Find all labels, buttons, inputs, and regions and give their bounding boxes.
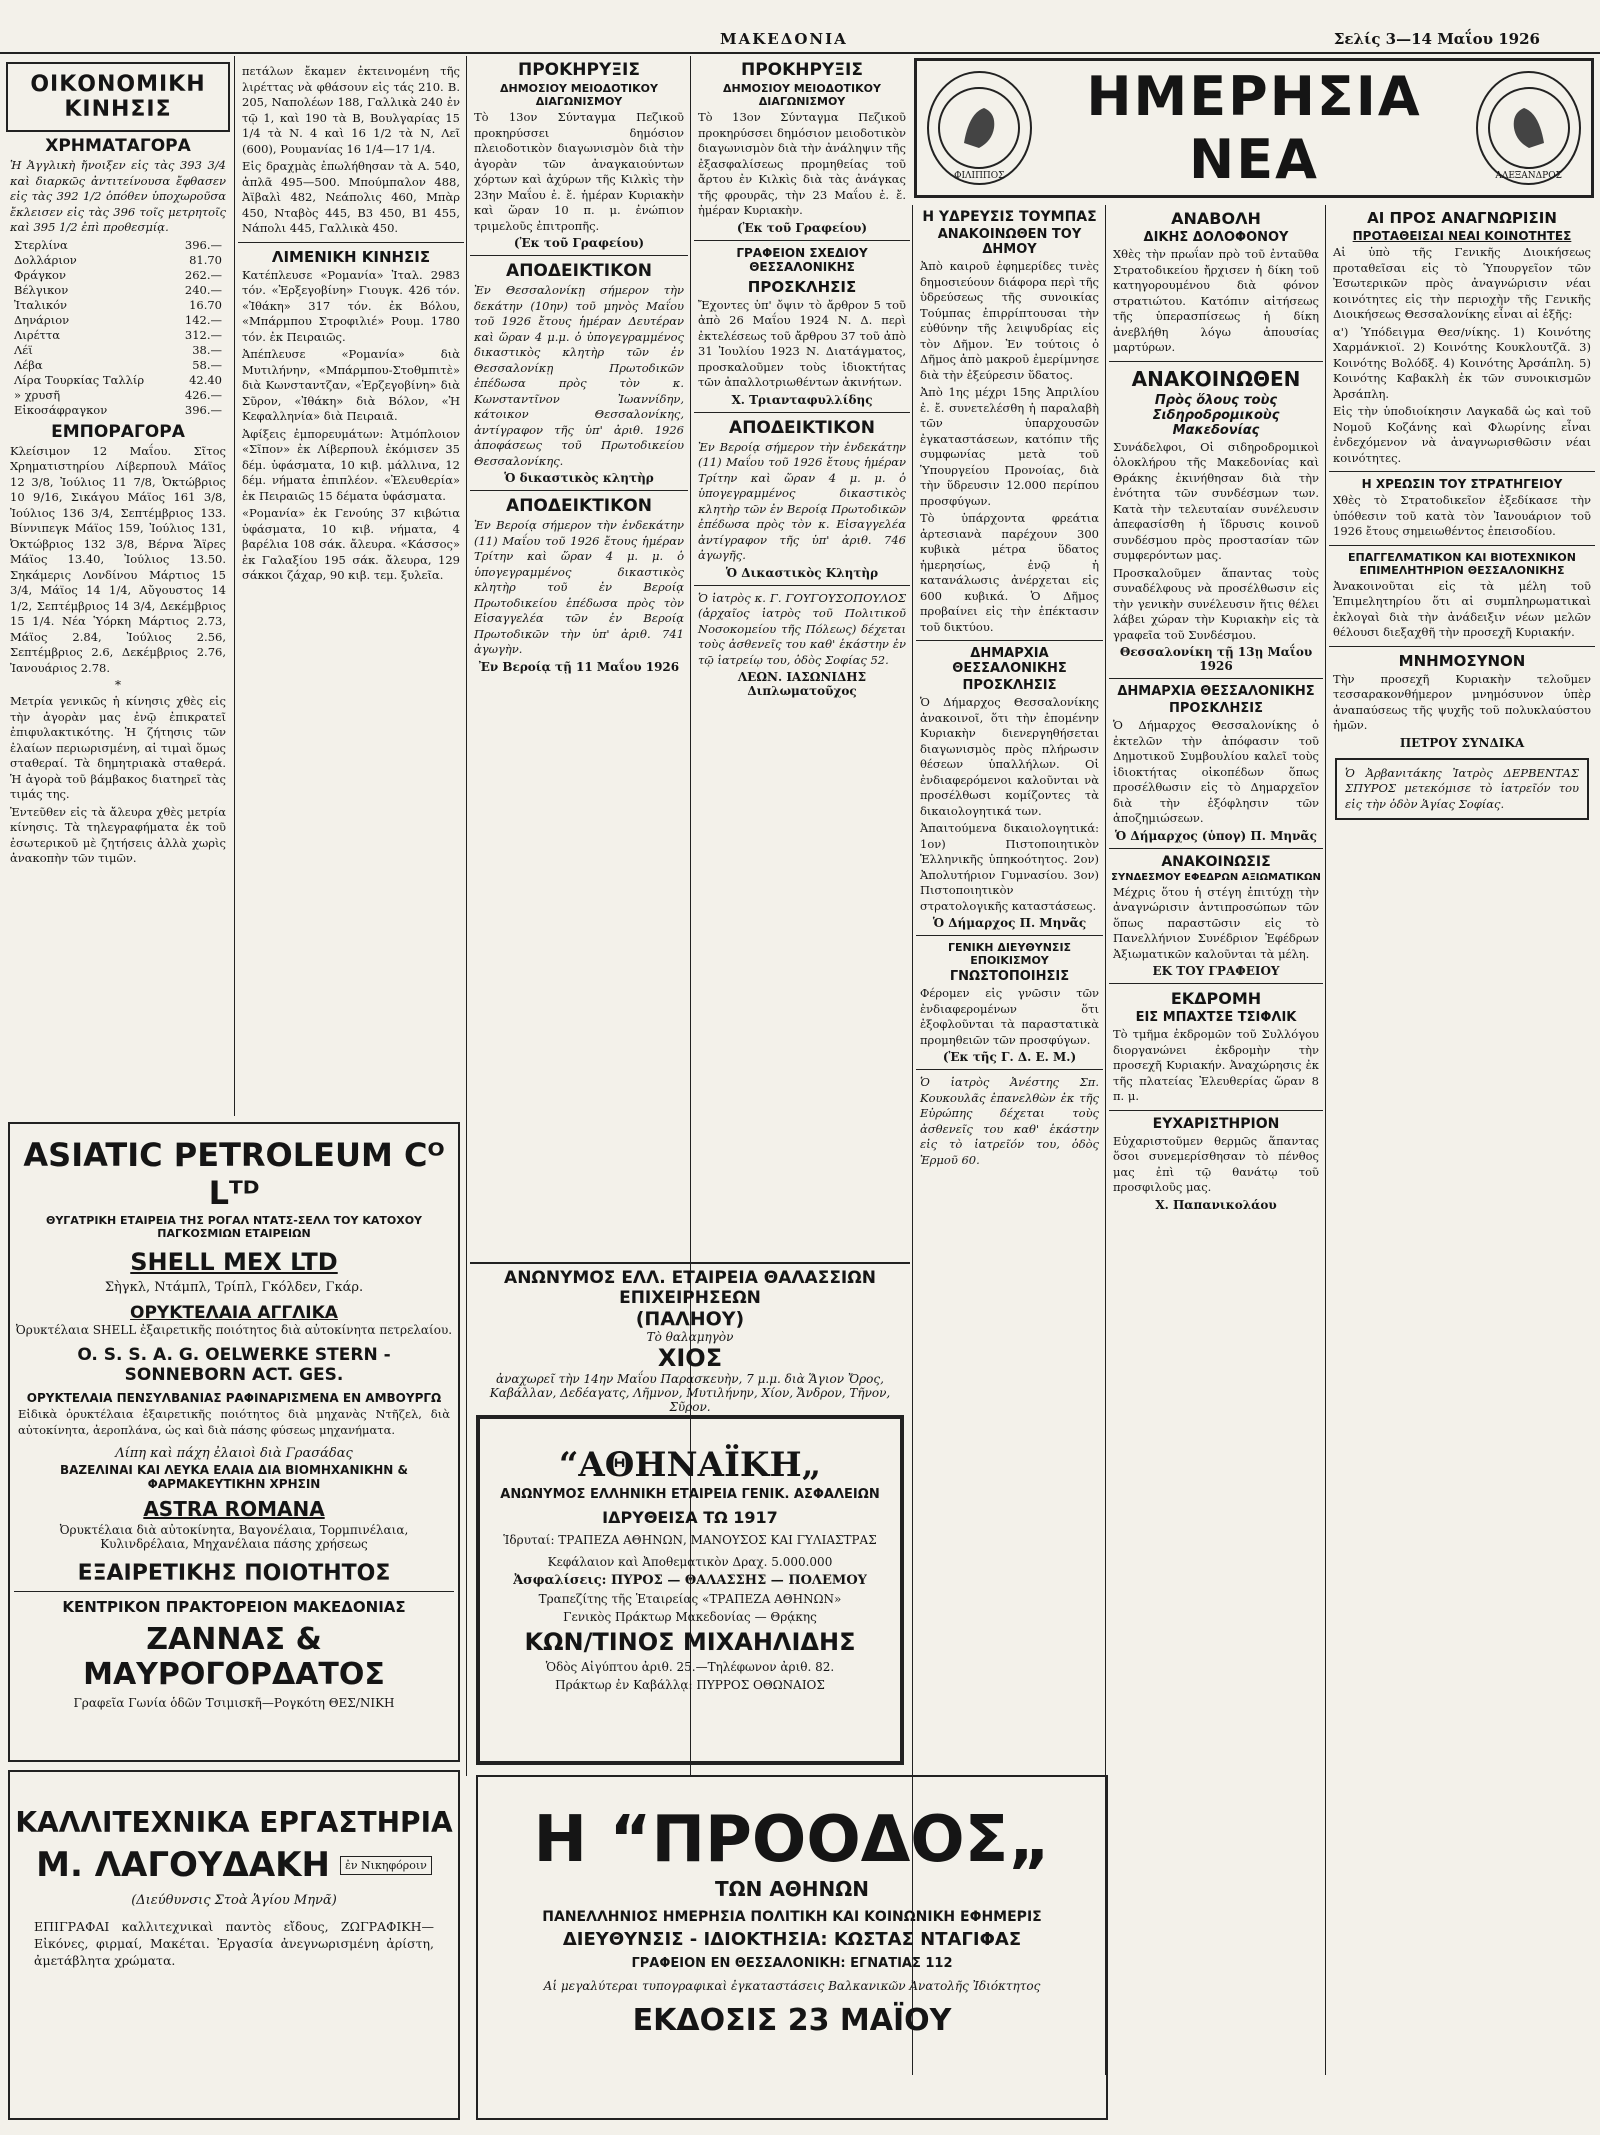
astra-text: Ὀρυκτέλαια διὰ αὐτοκίνητα, Βαγονέλαια, Τορμπινέλαια, Κυλινδρέλαια, Μηχανέλαια πάσης χρήσεως bbox=[59, 1523, 409, 1551]
currency-value: 81.70 bbox=[189, 252, 222, 267]
doctor-signature: ΛΕΩΝ. ΙΑΣΩΝΙΔΗΣ Διπλωματοῦχος bbox=[737, 670, 867, 698]
exchange-rate-row bbox=[14, 328, 222, 343]
philip-label: ΦΙΛΙΠΠΟΣ bbox=[954, 170, 1005, 181]
toumba-water-text: Ἀπὸ καιροῦ ἐφημερίδες τινὲς δημοσιεύουν διάφορα περὶ τῆς ὑδρεύσεως τῆς συνοικίας Τούμπας ἐπιρρίπτουσαι τὴν εὐθύνην τῆς λειψυδρίας εἰς τὸν Δῆμον. Ἐν τούτοις ὁ Δῆμος ἀπὸ μακροῦ ἐμερίμνησε διὰ τὴν ἐξεύρεσιν ὕδατος. bbox=[920, 259, 1099, 382]
postponement-sub: ΔΙΚΗΣ ΔΟΛΟΦΟΝΟΥ bbox=[1143, 230, 1289, 245]
toumba-water-text-3: Τὸ ὑπάρχοντα φρεάτια ἀρτεσιανὰ παρέχουν 300 κυβικὰ μέτρα ὕδατος ἡμερησίως, ἐνῷ ἡ κατανάλωσις ἀνέρχεται εἰς 600 κυβικά. Ὁ Δῆμος προβαίνει εἰς τὴν ἐπέκτασιν τοῦ δικτύου. bbox=[920, 511, 1099, 634]
grease-line: Λίπη καὶ πάχη ἐλαιοὶ διὰ Γρασάδας bbox=[115, 1446, 353, 1461]
proodos-ad bbox=[476, 1775, 1108, 2120]
lagoudaki-address: (Διεύθυνσις Στοὰ Ἁγίου Μηνᾶ) bbox=[131, 1893, 337, 1908]
municipality-text-2: Ὁ Δήμαρχος Θεσσαλονίκης ὁ ἐκτελῶν τὴν ἀπόφασιν τοῦ Δημοτικοῦ Συμβουλίου καλεῖ τοὺς ἰδιοκτήτας οἰκοπέδων ὅπως προσέλθωσιν εἰς τὸ Δημαρχεῖον διὰ τὴν ἐξόφλησιν τῶν ἀποζημιώσεων. bbox=[1113, 718, 1319, 825]
port-movement-heading: ΛΙΜΕΝΙΚΗ ΚΙΝΗΣΙΣ bbox=[271, 247, 431, 266]
money-market-text: Ἡ Ἀγγλικὴ ἤνοιξεν εἰς τὰς 393 3/4 καὶ διαρκῶς ἀντιτείνουσα ἔφθασεν εἰς τὰς 392 1/2 ὁπόθεν ὑποχωροῦσα ἔκλεισεν εἰς τὰς 396 τοῖς μετρητοῖς καὶ 395 1/2 ἐπὶ προθεσμίᾳ. bbox=[10, 158, 226, 234]
proodos-office: ΓΡΑΦΕΙΟΝ ΕΝ ΘΕΣΣΑΛΟΝΙΚΗ: ΕΓΝΑΤΙΑΣ 112 bbox=[631, 1956, 953, 1971]
athinaiki-agent-address: Ὁδὸς Αἰγύπτου ἀριθ. 25.—Τηλέφωνον ἀριθ. 82. bbox=[545, 1660, 835, 1674]
municipality-text: Ὁ Δήμαρχος Θεσσαλονίκης ἀνακοινοῖ, ὅτι τὴν ἐπομένην Κυριακὴν διενεργηθήσεται διαγωνισμὸς πρὸς πλήρωσιν θέσεων ὑπαλλήλων. Οἱ ἐνδιαφερόμενοι καλοῦνται νὰ προσέλθωσι κομίζοντες τὰ δικαιολογητικά των. bbox=[920, 695, 1099, 818]
zannas-mavrogordatos: ΖΑΝΝΑΣ & ΜΑΥΡΟΓΟΡΔΑΤΟΣ bbox=[83, 1622, 385, 1692]
certificate-signature-2: Ἐν Βεροίᾳ τῇ 11 Μαΐου 1926 bbox=[478, 659, 680, 674]
city-plan-heading: ΓΡΑΦΕΙΟΝ ΣΧΕΔΙΟΥ ΘΕΣΣΑΛΟΝΙΚΗΣ bbox=[736, 245, 868, 274]
certificate-heading-3: ΑΠΟΔΕΙΚΤΙΚΟΝ bbox=[729, 417, 875, 438]
english-oils-heading: ΟΡΥΚΤΕΛΑΙΑ ΑΓΓΛΙΚΑ bbox=[130, 1303, 338, 1323]
ship-label: Τὸ θαλαμηγὸν bbox=[646, 1330, 734, 1344]
currency-value: 42.40 bbox=[189, 372, 222, 387]
doctor-box bbox=[1335, 758, 1589, 821]
memorial-text: Τὴν προσεχῆ Κυριακὴν τελοῦμεν τεσσαρακονθήμερον μνημόσυνον ὑπὲρ ἀναπαύσεως τῆς ψυχῆς τοῦ πολυκλαύστου ἡμῶν. bbox=[1333, 671, 1591, 732]
palios-shipping-ad bbox=[470, 1262, 910, 1413]
asiatic-title: ASIATIC PETROLEUM Cᴼ Lᵀᴰ bbox=[23, 1136, 445, 1212]
municipality-signature: Ὁ Δήμαρχος Π. Μηνᾶς bbox=[932, 916, 1087, 930]
column-economy bbox=[6, 62, 230, 1117]
proodos-owner: ΔΙΕΥΘΥΝΣΙΣ - ΙΔΙΟΚΤΗΣΙΑ: ΚΩΣΤΑΣ ΝΤΑΓΙΦΑΣ bbox=[562, 1929, 1022, 1950]
communities-heading: ΑΙ ΠΡΟΣ ΑΝΑΓΝΩΡΙΣΙΝ bbox=[1367, 209, 1557, 227]
headquarters-heading: Η ΧΡΕΩΣΙΝ ΤΟΥ ΣΤΡΑΤΗΓΕΙΟΥ bbox=[1361, 477, 1563, 491]
masthead bbox=[0, 30, 1600, 52]
currency-value: 262.— bbox=[184, 267, 222, 282]
currency-name: Λέϊ bbox=[14, 342, 33, 357]
certificate-text: Ἐν Θεσσαλονίκῃ σήμερον τὴν δεκάτην (10ην) τοῦ μηνὸς Μαΐου τοῦ 1926 ἔτους ἡμέραν Δευτέραν καὶ ὥραν 4 μ.μ. ὁ ὑπογεγραμμένος δικαστικὸς κλητὴρ τῶν ἐν Θεσσαλονίκῃ Πρωτοδικῶν ἐπέδωσα πρὸς τὸν κ. Κωνσταντῖνον Ἰωαννίδην, κάτοικον Θεσσαλονίκης, ἀντίγραφον τῆς ὑπ' ἀριθ. 1926 ἀποφάσεως τοῦ Πρωτοδικείου Θεσσαλονίκης. bbox=[474, 283, 684, 468]
pennsylvania-text: Εἰδικὰ ὀρυκτέλαια ἐξαιρετικῆς ποιότητος διὰ μηχανὰς Ντῆζελ, διὰ αὐτοκίνητα, ἀεροπλάνα, ὡς καὶ διὰ πάσης φύσεως μηχανήματα. bbox=[18, 1407, 450, 1437]
workshops-title: ΚΑΛΛΙΤΕΧΝΙΚΑ ΕΡΓΑΣΤΗΡΙΑ bbox=[15, 1806, 453, 1839]
goods-arrivals: Ἀφίξεις ἐμπορευμάτων: Ἀτμόπλοιον «Σῖπον» ἐκ Λίβερπουλ ἐκόμισεν 35 δέμ. ὑφάσματα, 10 κιβ. μάλλινα, 12 δέμ. νήματα ἐπιπλέον. «Ἐλευθερία» ἐκ Πειραιῶς 15 δέματα ὑφάσματα. bbox=[242, 426, 460, 503]
lagoudaki-ad bbox=[8, 1770, 460, 2120]
proclamation-heading-2: ΠΡΟΚΗΡΥΞΙΣ bbox=[741, 60, 863, 80]
commodity-market-heading: ΕΜΠΟΡΑΓΟΡΑ bbox=[51, 421, 185, 442]
daily-news-banner bbox=[914, 58, 1594, 198]
athinaiki-kavala: Πράκτωρ ἐν Καβάλλᾳ: ΠΥΡΡΟΣ ΟΘΩΝΑΙΟΣ bbox=[555, 1678, 825, 1692]
proodos-edition: ΕΚΔΟΣΙΣ 23 ΜΑΪΟΥ bbox=[632, 2003, 952, 2038]
masthead-date: Σελίς 3—14 Μαΐου 1926 bbox=[1333, 30, 1540, 48]
column-news-2 bbox=[1109, 205, 1323, 2130]
goods-arrivals-2: «Ρομανία» ἐκ Γενούης 37 κιβώτια ὑφάσματα, 10 κιβ. νήματα, 4 βαρέλια 108 σάκ. ἄλευρα. «Κάσσος» ἐκ Γαλαξίου 195 σάκ. ἄλευρα, 129 σάκκοι ζάχαρ, 90 κιβ. τεμ. ξυλεῖα. bbox=[242, 506, 460, 582]
settlement-heading: ΓΕΝΙΚΗ ΔΙΕΥΘΥΝΣΙΣ ΕΠΟΙΚΙΣΜΟΥ bbox=[947, 941, 1072, 967]
toumba-water-heading: Η ΥΔΡΕΥΣΙΣ ΤΟΥΜΠΑΣ bbox=[922, 209, 1097, 225]
currency-name: Ἰταλικόν bbox=[14, 297, 68, 312]
proclamation-heading: ΠΡΟΚΗΡΥΞΙΣ bbox=[518, 60, 640, 80]
quality-line: ΕΞΑΙΡΕΤΙΚΗΣ ΠΟΙΟΤΗΤΟΣ bbox=[77, 1561, 391, 1586]
municipality-sub: ΠΡΟΣΚΛΗΣΙΣ bbox=[962, 678, 1057, 693]
port-arrivals: Κατέπλευσε «Ρομανία» Ἰταλ. 2983 τόν. «Ἑρξεγοβίνη» Γιουγκ. 426 τόν. «Ἰθάκη» 317 τόν. ἐκ Βόλου, «Μπάρμπου Στροφιλιέ» Ρουμ. 1780 τόν. ἐκ Πειραιῶς. bbox=[242, 267, 460, 344]
exchange-rate-row bbox=[14, 343, 222, 358]
athinaiki-insurance-ad bbox=[476, 1415, 904, 1765]
proodos-title: Η “ΠΡΟΟΔΟΣ„ bbox=[533, 1803, 1051, 1877]
shipping-sub: (ΠΑΛΗΟΥ) bbox=[635, 1308, 745, 1330]
settlement-text: Φέρομεν εἰς γνῶσιν τῶν ἐνδιαφερομένων ὅτι ἐξοφλοῦνται τὰ παραστατικὰ προμηθειῶν τῶν προσφύγων. bbox=[920, 986, 1099, 1047]
column-news-3 bbox=[1329, 205, 1595, 2130]
proclamation-sub-2: ΔΗΜΟΣΙΟΥ ΜΕΙΟΔΟΤΙΚΟΥ ΔΙΑΓΩΝΙΣΜΟΥ bbox=[723, 82, 881, 108]
currency-name: Λίρα Τουρκίας Ταλλίρ bbox=[14, 372, 145, 387]
alexander-coin-icon bbox=[1476, 71, 1581, 185]
communities-sub: ΠΡΟΤΑΘΕΙΣΑΙ ΝΕΑΙ ΚΟΙΝΟΤΗΤΕΣ bbox=[1352, 229, 1572, 243]
masthead-title: ΜΑΚΕΔΟΝΙΑ bbox=[720, 30, 848, 48]
economy-header: ΟΙΚΟΝΟΜΙΚΗ ΚΙΝΗΣΙΣ bbox=[6, 62, 230, 132]
location-badge: ἐν Νικηφόροιν bbox=[340, 1856, 432, 1875]
english-oils-text: Ὀρυκτέλαια SHELL ἐξαιρετικῆς ποιότητος διὰ αὐτοκίνητα πετρελαίου. bbox=[15, 1323, 453, 1337]
athinaiki-bank: Τραπεζίτης τῆς Ἑταιρείας «ΤΡΑΠΕΖΑ ΑΘΗΝΩΝ» bbox=[538, 1592, 842, 1606]
proclamation-text: Τὸ 13ον Σύνταγμα Πεζικοῦ προκηρύσσει δημόσιον πλειοδοτικὸν διαγωνισμὸν διὰ τὴν ἀγορὰν τῶν ἀναγκαιούντων χόρτων καὶ ἀχύρων τῆς Κιλκὶς τὴν 23ην Μαΐου ἐ. ἔ. ἡμέραν Κυριακὴν καὶ ὥραν 10 π. μ. ἐνώπιον τριμελοῦς ἐπιτροπῆς. bbox=[474, 110, 684, 233]
currency-value: 58.— bbox=[192, 357, 222, 372]
currency-name: Λιρέττα bbox=[14, 327, 61, 342]
certificate-text-3: Ἐν Βεροίᾳ σήμερον τὴν ἐνδεκάτην (11) Μαΐου τοῦ 1926 ἔτους ἡμέραν Τρίτην καὶ ὥραν 4 μ. μ. ὁ ὑπογεγραμμένος δικαστικὸς κλητὴρ τῶν ἐν Βεροίᾳ Πρωτοδικῶν ἐπέδωσα πρὸς τὸν κ. Εἰσαγγελέα ἀντίγραφον τῆς ὑπ' ἀριθ. 746 ἀγωγῆς. bbox=[698, 439, 906, 562]
vaseline-line: ΒΑΖΕΛΙΝΑΙ ΚΑΙ ΛΕΥΚΑ ΕΛΑΙΑ ΔΙΑ ΒΙΟΜΗΧΑΝΙΚΗΝ & ΦΑΡΜΑΚΕΥΤΙΚΗΝ ΧΡΗΣΙΝ bbox=[59, 1463, 408, 1491]
market-commentary-2: Ἐντεῦθεν εἰς τὰ ἄλευρα χθὲς μετρία κίνησις. Τὰ τηλεγραφήματα ἐκ τοῦ ἐσωτερικοῦ μὲ ζητήσεις ἀλλὰ χωρὶς ἀνακοπὴν τῶν τιμῶν. bbox=[10, 804, 226, 865]
column-rule bbox=[234, 56, 235, 1116]
excursion-sub: ΕΙΣ ΜΠΑΧΤΣΕ ΤΣΙΦΛΙΚ bbox=[1135, 1010, 1297, 1025]
railway-text: Συνάδελφοι, Οἱ σιδηροδρομικοὶ ὁλοκλήρου τῆς Μακεδονίας καὶ Θράκης ἐκινήθησαν διὰ τὴν ἐνότητα τῶν συνδέσμων των. Κατὰ τὴν τελευταίαν συνέλευσιν ἀπεφασίσθη ἡ ἵδρυσις κοινοῦ συνδέσμου πρὸς προστασίαν τῶν συμφερόντων μας. bbox=[1113, 439, 1319, 562]
certificate-heading-2: ΑΠΟΔΕΙΚΤΙΚΟΝ bbox=[506, 496, 652, 516]
currency-name: Λέβα bbox=[14, 357, 43, 372]
asiatic-subtitle: ΘΥΓΑΤΡΙΚΗ ΕΤΑΙΡΕΙΑ ΤΗΣ ΡΟΓΑΛ ΝΤΑΤΣ-ΣΕΛΛ ΤΟΥ ΚΑΤΟΧΟΥ ΠΑΓΚΟΣΜΙΩΝ ΕΤΑΙΡΕΙΩΝ bbox=[45, 1214, 423, 1240]
athinaiki-founded: ΙΔΡΥΘΕΙΣΑ ΤΩ 1917 bbox=[602, 1508, 778, 1527]
currency-value: 38.— bbox=[192, 342, 222, 357]
thanks-text: Εὐχαριστοῦμεν θερμῶς ἅπαντας ὅσοι συνεμερίσθησαν τὸ πένθος μας ἐπὶ τῷ θανάτῳ τοῦ προσφιλοῦς μας. bbox=[1113, 1133, 1319, 1194]
invitation-text: Ἔχοντες ὑπ' ὄψιν τὸ ἄρθρον 5 τοῦ ἀπὸ 26 Μαΐου 1924 Ν. Δ. περὶ ἐκτελέσεως τοῦ ἄρθρου 37 τοῦ ἀπὸ 31 Ἰουλίου 1923 Ν. Διατάγματος, προσκαλοῦμεν τοὺς ἰδιοκτήτας τῶν ἀπαλλοτριωθέντων ἀκινήτων. bbox=[698, 297, 906, 389]
municipality-signature-2: Ὁ Δήμαρχος (ὑπογ) Π. Μηνᾶς bbox=[1115, 828, 1317, 843]
exchange-rate-row bbox=[14, 268, 222, 283]
exchange-rate-row bbox=[14, 283, 222, 298]
column-rule bbox=[1325, 205, 1326, 2075]
currency-value: 396.— bbox=[184, 402, 222, 417]
currency-name: Βέλγικον bbox=[14, 282, 69, 297]
central-agency: ΚΕΝΤΡΙΚΟΝ ΠΡΑΚΤΟΡΕΙΟΝ ΜΑΚΕΔΟΝΙΑΣ bbox=[62, 1598, 406, 1616]
commodity-market-text: Κλείσιμον 12 Μαΐου. Σῖτος Χρηματιστηρίου Λίβερπουλ Μάϊος 12 3/8, Ἰούλιος 11 7/8, Ὀκτώβριος 10 9/16, Σικάγου Μάϊος 161 3/8, Ἰούλιος 136 3/4, Σεπτέμβριος 133. Βίννιπεγκ Μάϊος 159, Ἰούλιος 131, Ὀκτώβριος 132 3/8, Βέρνα Ἄϊρες Μάϊος 13.40, Ἰούλιος 13.50. Σηκάμερις Λονδίνου Μάρτιος 15 3/4, Μάϊος 14 1/4, Αὔγουστος 14 1/2, Σεπτέμβριος 14 3/4, Δεκέμβριος 15 1/4. Νέα Ὑόρκη Μάρτιος 2.73, Μάϊος 2.84, Ἰούλιος 2.56, Σεπτέμβριος 2.6, Δεκέμβριος 2.76, Ἰανουάριος 2.78. bbox=[10, 443, 226, 675]
column-news-1 bbox=[916, 205, 1103, 1770]
currency-text: πετάλων ἔκαμεν ἐκτεινομένη τῆς λιρέττας νὰ φθάσουν εἰς τάς 210. Β. 205, Ναπολέων 188, Γαλλικὰ 240 ἐν τῷ 1, καὶ 190 τὰ Β, Βουλγαρίας 15 1/4 τὰ Ν. 4 καὶ 16 1/2 τὰ Ν, Λεῖ (600), Ρουμανίας 16 1/4—17 1/4. bbox=[242, 64, 460, 156]
communities-list: α') Ὑπόδειγμα Θεσ/νίκης. 1) Κοινότης Χαρμάνκιοϊ. 2) Κοινότης Κουκλουτζᾶ. 3) Κοινότης Βολόδξ. 4) Κοινότης Ἀρσάπλη. 5) Κοινότης Καβακλὴ ἐκ τῶν συνοικισμῶν Ἀρσάπλη. bbox=[1333, 324, 1591, 401]
currency-value: 312.— bbox=[184, 327, 222, 342]
excursion-heading: ΕΚΔΡΟΜΗ bbox=[1170, 989, 1262, 1008]
exchange-rate-row bbox=[14, 388, 222, 403]
headquarters-text: Χθὲς τὸ Στρατοδικεῖον ἐξεδίκασε τὴν ὑπόθεσιν τοῦ κατὰ τὸν Ἰανουάριον τοῦ 1926 ἔτους σημειωθέντος ἐπεισοδίου. bbox=[1333, 493, 1591, 538]
communities-text-2: Εἰς τὴν ὑποδιοίκησιν Λαγκαδᾶ ὡς καὶ τοῦ Νομοῦ Κοζάνης καὶ Φλωρίνης εἶναι ἐνδεχόμενον νὰ ἀναγνωρισθῶσιν νέαι κοινότητες. bbox=[1333, 404, 1591, 465]
railway-signature: Θεσσαλονίκη τῇ 13ῃ Μαΐου 1926 bbox=[1119, 645, 1313, 673]
top-rule bbox=[0, 52, 1600, 54]
settlement-signature: (Ἐκ τῆς Γ. Δ. Ε. Μ.) bbox=[942, 1050, 1077, 1064]
exchange-rate-row bbox=[14, 298, 222, 313]
proclamation-sub: ΔΗΜΟΣΙΟΥ ΜΕΙΟΔΟΤΙΚΟΥ ΔΙΑΓΩΝΙΣΜΟΥ bbox=[500, 82, 658, 108]
athinaiki-insurance-types: Ἀσφαλίσεις: ΠΥΡΟΣ — ΘΑΛΑΣΣΗΣ — ΠΟΛΕΜΟΥ bbox=[513, 1573, 867, 1588]
memorial-heading: ΜΝΗΜΟΣΥΝΟΝ bbox=[1398, 651, 1526, 670]
currency-value: 426.— bbox=[184, 387, 222, 402]
currency-name: » χρυσῆ bbox=[14, 387, 61, 402]
currency-name: Δηνάριον bbox=[14, 312, 70, 327]
proclamation-signature-2: (Ἐκ τοῦ Γραφείου) bbox=[736, 220, 868, 235]
currency-name: Στερλίνα bbox=[14, 237, 68, 252]
proclamation-signature: (Ἐκ τοῦ Γραφείου) bbox=[513, 236, 645, 250]
exchange-rate-row bbox=[14, 373, 222, 388]
reserve-officers-text: Μέχρις ὅτου ἡ στέγη ἐπιτύχῃ τὴν ἀναγνώρισιν ἀντιπροσώπων τῶν ὅπως παραστῶσιν εἰς τὸ Πανελλήνιον Συνέδριον Ἐφέδρων Ἀξιωματικῶν καλοῦνται τὰ μέλη. bbox=[1113, 884, 1319, 961]
shell-products: Σὴγκλ, Ντάμπλ, Τρίπλ, Γκόλδεν, Γκάρ. bbox=[104, 1280, 364, 1295]
certificate-signature: Ὁ δικαστικὸς κλητὴρ bbox=[504, 471, 654, 485]
postponement-text: Χθὲς τὴν πρωΐαν πρὸ τοῦ ἐνταῦθα Στρατοδικείου ἤρχισεν ἡ δίκη τοῦ κατηγορουμένου διὰ φόνον στρατιώτου. Κατόπιν αἰτήσεως τῆς ὑπερασπίσεως ἡ δίκη ἀνεβλήθη λόγω ἀπουσίας μαρτύρων. bbox=[1113, 247, 1319, 354]
athinaiki-founders: Ἱδρυταί: ΤΡΑΠΕΖΑ ΑΘΗΝΩΝ, ΜΑΝΟΥΣΟΣ ΚΑΙ ΓΥΛΙΑΣΤΡΑΣ bbox=[503, 1533, 877, 1547]
asiatic-petroleum-ad bbox=[8, 1122, 460, 1762]
market-commentary: Μετρία γενικῶς ἡ κίνησις χθὲς εἰς τὴν ἀγορὰν μας ἐνῷ ἐπικρατεῖ ἐπιφυλακτικότης. Ἡ ζήτησις τῶν ἐλαίων περιωρισμένη, αἱ τιμαὶ ὅμως σταθεραί. Τὰ δημητριακὰ σταθερά. Ἡ ἀγορὰ τοῦ βάμβακος διατηρεῖ τὰς τιμάς της. bbox=[10, 694, 226, 801]
postponement-heading: ΑΝΑΒΟΛΗ bbox=[1171, 209, 1261, 228]
invitation-heading: ΠΡΟΣΚΛΗΣΙΣ bbox=[747, 277, 857, 296]
lagoudaki-text: ΕΠΙΓΡΑΦΑΙ καλλιτεχνικαὶ παντὸς εἴδους, ΖΩΓΡΑΦΙΚΗ—Εἰκόνες, φιρμαί, Μακέται. Ἐργασία ἀνεγνωρισμένη ἀρίστη, ἀμετάβλητα χρώματα. bbox=[34, 1919, 434, 1968]
communities-text: Αἱ ὑπὸ τῆς Γενικῆς Διοικήσεως προταθεῖσαι εἰς τὸ Ὑπουργεῖον τῶν Ἐσωτερικῶν πρὸς ἀναγνώρισιν νέαι κοινότητες εἰς τὴν περιοχὴν τῆς Γενικῆς Διοικήσεως Θεσσαλονίκης εἶναι αἱ ἑξῆς: bbox=[1333, 245, 1591, 321]
invitation-signature: Χ. Τριανταφυλλίδης bbox=[731, 392, 873, 407]
proodos-sub: ΤΩΝ ΑΘΗΝΩΝ bbox=[714, 1877, 870, 1901]
exchange-rate-row bbox=[14, 313, 222, 328]
currency-value: 396.— bbox=[184, 237, 222, 252]
certificate-signature-3: Ὁ Δικαστικὸς Κλητὴρ bbox=[725, 565, 879, 580]
certificate-text-2: Ἐν Βεροίᾳ σήμερον τὴν ἑνδεκάτην (11) Μαΐου τοῦ 1926 ἔτους ἡμέραν Τρίτην καὶ ὥραν 4 μ. μ. ὁ ὑπογεγραμμένος δικαστικὸς κλητὴρ τοῦ ἐν Βεροίᾳ Πρωτοδικείου ἐπέδωσα πρὸς τὸν Εἰσαγγελέα τῶν ἐν Βεροίᾳ Πρωτοδικῶν τὴν ὑπ' ἀριθ. 741 ἀγωγὴν. bbox=[474, 518, 684, 656]
port-departures: Ἀπέπλευσε «Ρομανία» διὰ Μυτιλήνην, «Μπάρμπου-Στοθμπιτὲ» διὰ Κωνσταντζαν, «Ἑρζεγοβίνη» διὰ Σῦρον, «Ἰθάκη» διὰ Βόλον, «Ἡ Κεφαλληνία» διὰ Πειραιᾶ. bbox=[242, 347, 460, 423]
shell-mex-title: SHELL MEX LTD bbox=[130, 1248, 338, 1276]
currency-name: Δολλάριον bbox=[14, 252, 77, 267]
exchange-rate-row bbox=[14, 253, 222, 268]
astra-romana: ASTRA ROMANA bbox=[143, 1497, 325, 1521]
money-market-heading: ΧΡΗΜΑΤΑΓΟΡΑ bbox=[45, 136, 191, 156]
municipality-heading: ΔΗΜΑΡΧΙΑ ΘΕΣΣΑΛΟΝΙΚΗΣ bbox=[952, 646, 1067, 676]
announcement-sub: Πρὸς ὅλους τοὺς Σιδηροδρομικοὺς Μακεδονίας bbox=[1152, 392, 1280, 438]
toumba-water-sub: ΑΝΑΚΟΙΝΩΘΕΝ ΤΟΥ ΔΗΜΟΥ bbox=[937, 227, 1082, 257]
column-market-2 bbox=[238, 62, 464, 1117]
chamber-heading: ΕΠΑΓΓΕΛΜΑΤΙΚΟΝ ΚΑΙ ΒΙΟΤΕΧΝΙΚΟΝ ΕΠΙΜΕΛΗΤΗΡΙΟΝ ΘΕΣΣΑΛΟΝΙΚΗΣ bbox=[1348, 550, 1576, 577]
excursion-text: Τὸ τμῆμα ἐκδρομῶν τοῦ Συλλόγου διοργανώνει ἐκδρομὴν τὴν προσεχῆ Κυριακήν. Ἀναχώρησις ἐκ τῆς πλατείας Ἐλευθερίας ὥραν 8 π. μ. bbox=[1113, 1027, 1319, 1103]
philip-coin-icon bbox=[927, 71, 1032, 185]
municipality-sub-2: ΠΡΟΣΚΛΗΣΙΣ bbox=[1169, 701, 1263, 716]
currency-value: 142.— bbox=[184, 312, 222, 327]
toumba-water-text-2: Ἀπὸ 1ης μέχρι 15ης Ἀπριλίου ἐ. ἔ. συνετελέσθη ἡ παραλαβὴ τῶν ὑπαρχουσῶν ἐγκαταστάσεων, κατόπιν τῆς συμφωνίας μετὰ τοῦ Ὑπουργείου Προνοίας, διὰ τὴν ὕδρευσιν 12.000 περίπου προσφύγων. bbox=[920, 385, 1099, 508]
municipality-requirements: Ἀπαιτούμενα δικαιολογητικά: 1ον) Πιστοποιητικὸν Ἑλληνικῆς ὑπηκοότητος. 2ον) Ἀπολυτήριον Γυμνασίου. 3ον) Πιστοποιητικὸν στρατολογικῆς καταστάσεως. bbox=[920, 821, 1099, 913]
ship-route: ἀναχωρεῖ τὴν 14ην Μαΐου Παρασκευὴν, 7 μ.μ. διὰ Ἅγιον Ὄρος, Καβάλλαν, Δεδέαγατς, Λῆμνον, Μυτιλήνην, Χίον, Ἄνδρον, Τῆνον, Σῦρον. bbox=[489, 1372, 891, 1413]
doctor-notice: Ὁ ἰατρὸς κ. Γ. ΓΟΥΓΟΥΣΟΠΟΥΛΟΣ (ἀρχαῖος ἰατρὸς τοῦ Πολιτικοῦ Νοσοκομείου τῆς Πόλεως) δέχεται τοὺς ἀσθενεῖς του καθ' ἑκάστην ἐν τῷ ἰατρείῳ του, ὁδὸς Σοφίας 52. bbox=[698, 590, 906, 667]
lagoudaki-name-row bbox=[14, 1845, 454, 1885]
exchange-rate-row bbox=[14, 403, 222, 418]
shipping-title: ΑΝΩΝΥΜΟΣ ΕΛΛ. ΕΤΑΙΡΕΙΑ ΘΑΛΑΣΣΙΩΝ ΕΠΙΧΕΙΡΗΣΕΩΝ bbox=[504, 1268, 876, 1308]
settlement-sub: ΓΝΩΣΤΟΠΟΙΗΣΙΣ bbox=[949, 969, 1070, 984]
reserve-officers-signature: ΕΚ ΤΟΥ ΓΡΑΦΕΙΟΥ bbox=[1152, 964, 1280, 978]
agency-address: Γραφεῖα Γωνία ὁδῶν Τσιμισκῆ—Ρογκότη ΘΕΣ/ΝΙΚΗ bbox=[73, 1696, 395, 1710]
municipality-heading-2: ΔΗΜΑΡΧΙΑ ΘΕΣΣΑΛΟΝΙΚΗΣ bbox=[1117, 684, 1315, 699]
athinaiki-title: “ΑΘΗΝΑΪΚΗ„ bbox=[558, 1445, 822, 1485]
chamber-text: Ἀνακοινοῦται εἰς τὰ μέλη τοῦ Ἐπιμελητηρίου ὅτι αἱ συμπληρωματικαὶ ἐκλογαὶ διὰ τὴν ἀνάδειξιν νέων μελῶν θέλουσι διεξαχθῆ τὴν προσεχῆ Κυριακήν. bbox=[1333, 578, 1591, 639]
doctor-notice-2: Ὁ ἰατρὸς Ἀνέστης Σπ. Κουκουλᾶς ἐπανελθὼν ἐκ τῆς Εὐρώπης δέχεται τοὺς ἀσθενεῖς του καθ' ἑκάστην εἰς τὸ ἰατρεῖόν του, ὁδὸς Ἑρμοῦ 60. bbox=[920, 1075, 1099, 1167]
alexander-label: ΑΛΕΞΑΝΔΡΟΣ bbox=[1495, 170, 1562, 181]
doctor-box-text: Ὁ Ἀρβανιτάκης Ἰατρὸς ΔΕΡΒΕΝΤΑΣ ΣΠΥΡΟΣ μετεκόμισε τὸ ἰατρεῖόν του εἰς τὴν ὁδὸν Ἁγίας Σοφίας. bbox=[1345, 765, 1579, 811]
reserve-officers-sub: ΣΥΝΔΕΣΜΟΥ ΕΦΕΔΡΩΝ ΑΞΙΩΜΑΤΙΚΩΝ bbox=[1111, 871, 1321, 883]
column-notices-1 bbox=[470, 56, 688, 1256]
athinaiki-agent: ΚΩΝ/ΤΙΝΟΣ ΜΙΧΑΗΛΙΔΗΣ bbox=[524, 1628, 856, 1656]
pennsylvania-oils: ΟΡΥΚΤΕΛΑΙΑ ΠΕΝΣΥΛΒΑΝΙΑΣ ΡΑΦΙΝΑΡΙΣΜΕΝΑ ΕΝ ΑΜΒΟΥΡΓΩ bbox=[26, 1391, 442, 1405]
exchange-rates-list bbox=[6, 238, 230, 418]
proclamation-text-2: Τὸ 13ον Σύνταγμα Πεζικοῦ προκηρύσσει δημόσιον μειοδοτικὸν διαγωνισμὸν διὰ τὴν ἀνάληψιν τῆς ἐξασφαλίσεως προμηθείας τοῦ ἄρτου ἐν Κιλκὶς διὰ τὰς ἀνάγκας τῆς φρουρᾶς, τὴν 23 Μαΐου ἐ. ἔ. ἡμέραν Κυριακὴν. bbox=[698, 110, 906, 217]
railway-text-2: Προσκαλοῦμεν ἅπαντας τοὺς συναδέλφους νὰ προσέλθωσιν εἰς τὴν γενικὴν συνέλευσιν ἥτις θέλει λάβει χώραν τὴν Κυριακὴν εἰς τὰ γραφεῖα τοῦ Συνδέσμου. bbox=[1113, 565, 1319, 642]
memorial-signature: ΠΕΤΡΟΥ ΣΥΝΔΙΚΑ bbox=[1399, 735, 1525, 750]
daily-news-title: ΗΜΕΡΗΣΙΑ ΝΕΑ bbox=[1086, 65, 1422, 191]
certificate-heading: ΑΠΟΔΕΙΚΤΙΚΟΝ bbox=[506, 261, 652, 281]
athinaiki-agent-label: Γενικὸς Πράκτωρ Μακεδονίας — Θρᾴκης bbox=[563, 1610, 817, 1624]
separator: * bbox=[115, 678, 121, 692]
athinaiki-capital: Κεφάλαιον καὶ Ἀποθεματικὸν Δραχ. 5.000.000 bbox=[547, 1555, 833, 1569]
currency-value: 240.— bbox=[184, 282, 222, 297]
ship-destination: ΧΙΟΣ bbox=[657, 1344, 723, 1372]
currency-name: Φράγκον bbox=[14, 267, 66, 282]
exchange-rate-row bbox=[14, 238, 222, 253]
german-company: O. S. S. A. G. OELWERKE STERN - SONNEBORN ACT. GES. bbox=[77, 1345, 391, 1385]
column-notices-2 bbox=[694, 56, 910, 1256]
thanks-heading: ΕΥΧΑΡΙΣΤΗΡΙΟΝ bbox=[1152, 1115, 1280, 1132]
currency-value: 16.70 bbox=[189, 297, 222, 312]
athinaiki-sub: ΑΝΩΝΥΜΟΣ ΕΛΛΗΝΙΚΗ ΕΤΑΙΡΕΙΑ ΓΕΝΙΚ. ΑΣΦΑΛΕΙΩΝ bbox=[500, 1487, 880, 1502]
reserve-officers-heading: ΑΝΑΚΟΙΝΩΣΙΣ bbox=[1161, 853, 1271, 870]
drachma-text: Εἰς δραχμὰς ἐπωλήθησαν τὰ Α. 540, ἀπλᾶ 495—500. Μπούμπαλον 488, Ἀϊβαλὶ 482, Νεάπολις 460, Μπὰρ 450, Νταβὸς 445, Β3 450, Β1 455, Νάπολι 445, Γαλλικὰ 450. bbox=[242, 159, 460, 235]
currency-name: Εἰκοσάφραγκον bbox=[14, 402, 108, 417]
exchange-rate-row bbox=[14, 358, 222, 373]
lagoudaki-name: Μ. ΛΑΓΟΥΔΑΚΗ bbox=[36, 1845, 330, 1885]
proodos-desc: ΠΑΝΕΛΛΗΝΙΟΣ ΗΜΕΡΗΣΙΑ ΠΟΛΙΤΙΚΗ ΚΑΙ ΚΟΙΝΩΝΙΚΗ ΕΦΗΜΕΡΙΣ bbox=[542, 1909, 1042, 1925]
column-rule bbox=[466, 56, 467, 1776]
announcement-heading: ΑΝΑΚΟΙΝΩΘΕΝ bbox=[1131, 366, 1301, 391]
proodos-line: Αἱ μεγαλύτεραι τυπογραφικαὶ ἐγκαταστάσεις Βαλκανικῶν Ἀνατολῆς Ἰδιόκτητος bbox=[543, 1979, 1041, 1993]
thanks-signature: Χ. Παπανικολάου bbox=[1155, 1197, 1277, 1212]
